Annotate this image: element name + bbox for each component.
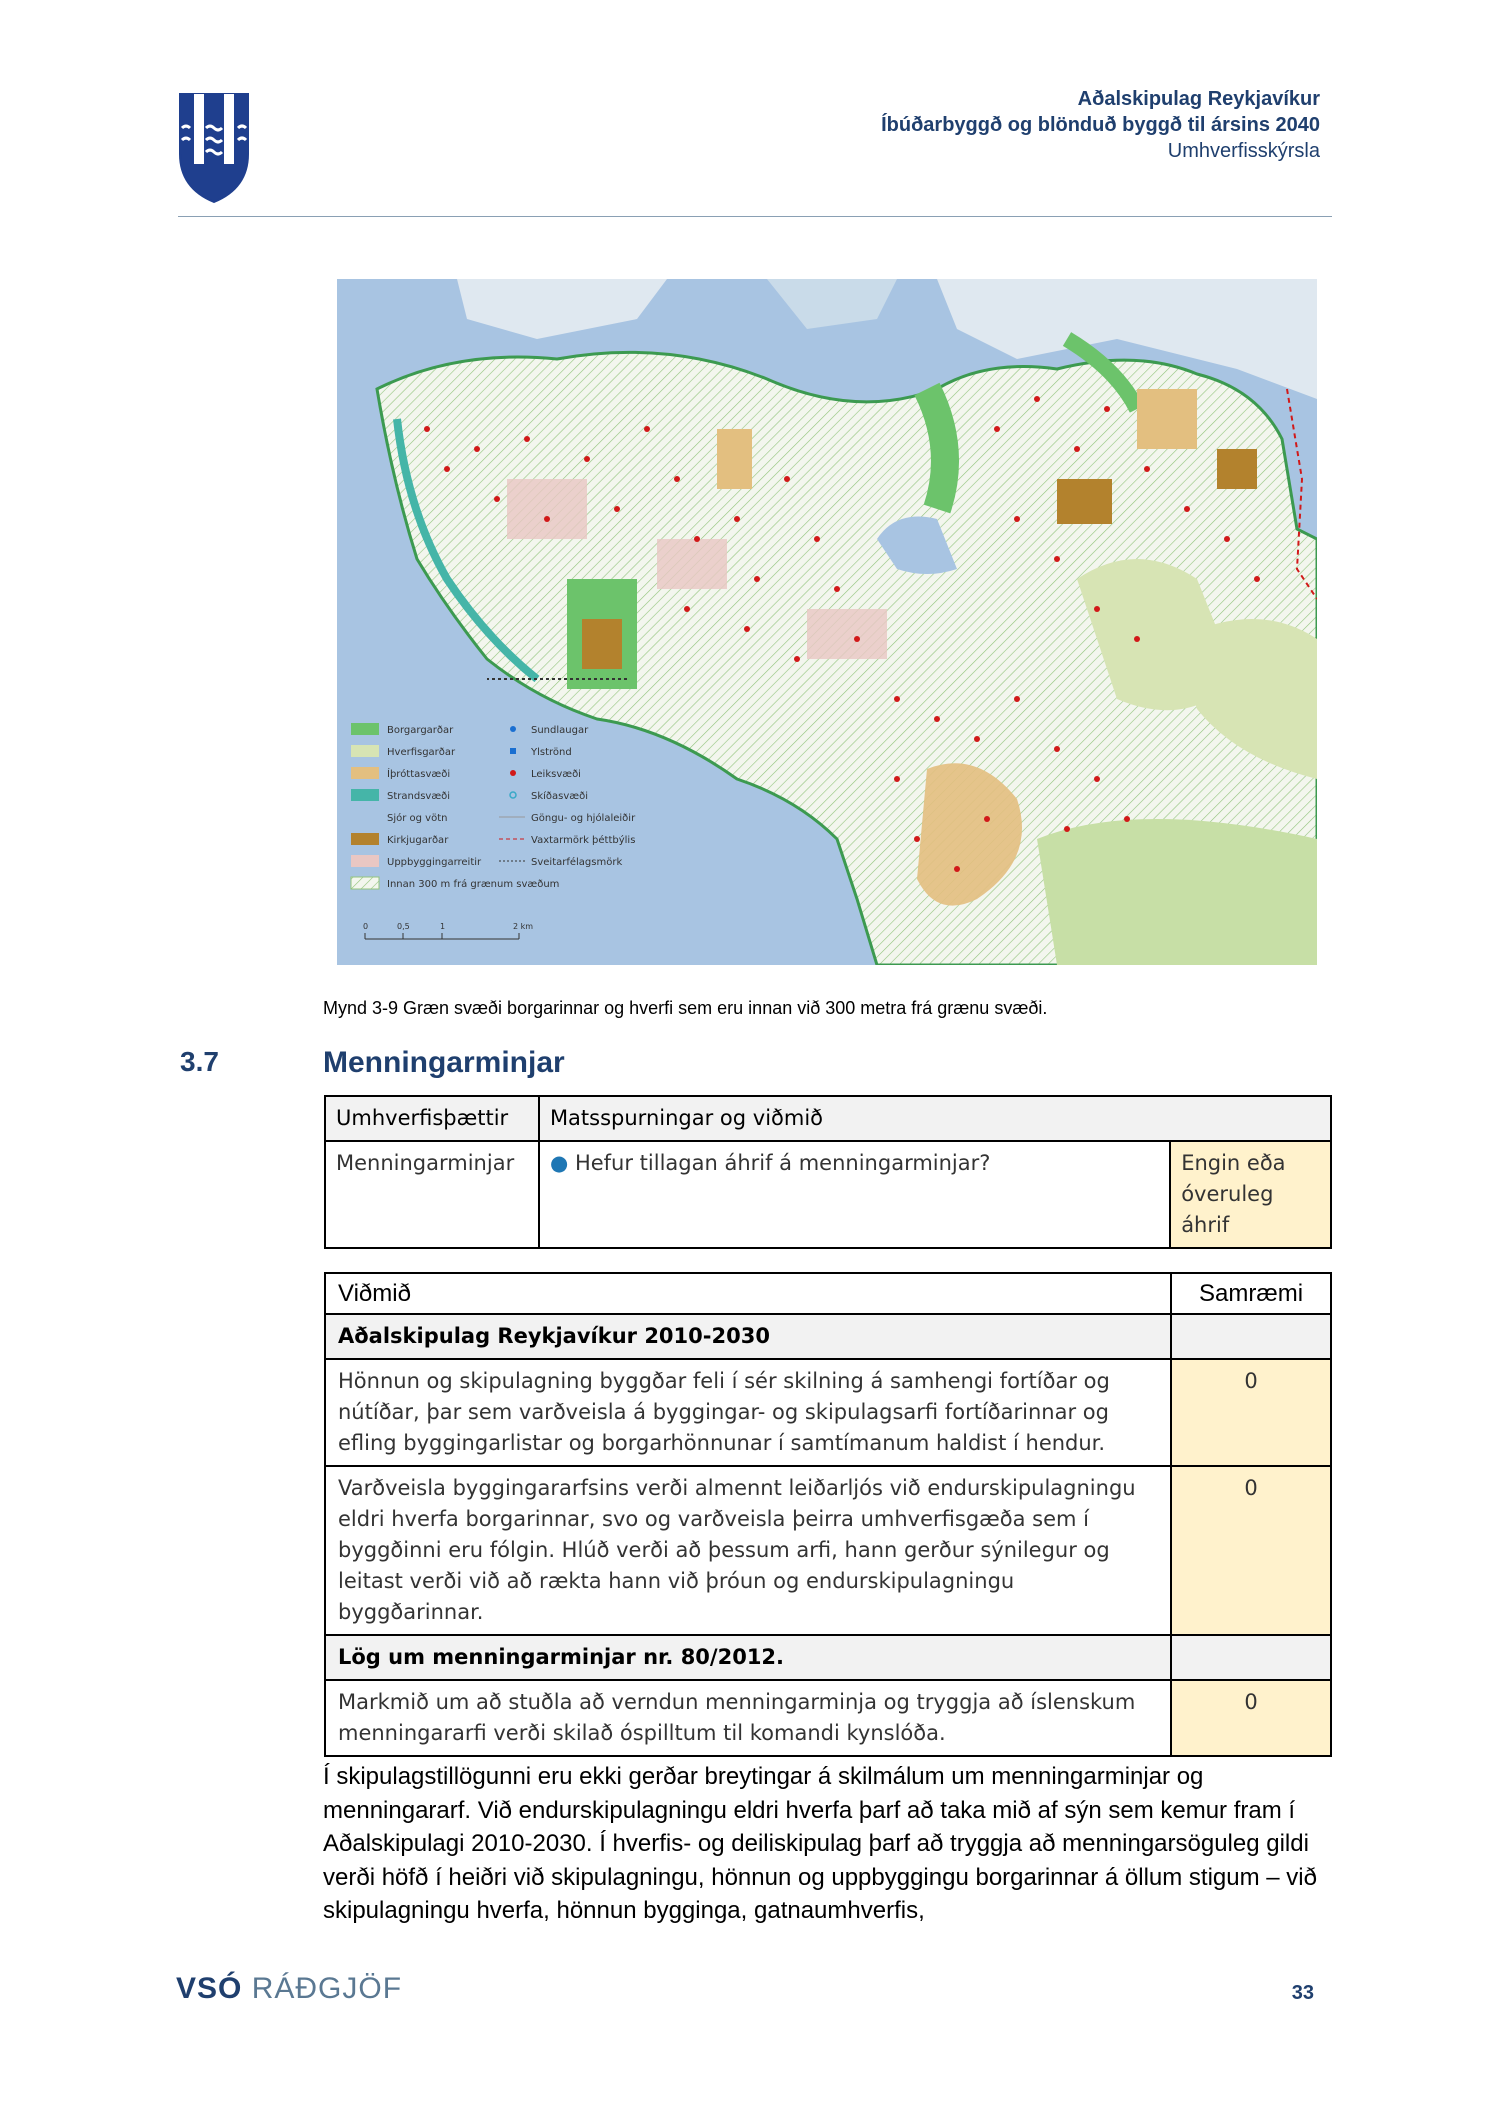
header-divider: [178, 216, 1332, 217]
logo-rest: RÁÐGJÖF: [251, 1972, 403, 2005]
svg-text:1: 1: [440, 922, 446, 931]
consistency-value: 0: [1171, 1359, 1331, 1466]
table-row: [325, 1359, 1331, 1466]
svg-text:Skíðasvæði: Skíðasvæði: [531, 791, 589, 802]
svg-text:Borgargarðar: Borgargarðar: [387, 725, 454, 736]
criteria-text: Varðveisla byggingararfsins verði almennt leiðarljós við endurskipulagningu eldri hverfa borgarinnar, svo og varðveisla þeirra umhverfisgæða sem í byggðinni eru fólgin. Hlúð verði að þessum arfi, hann gerður sýnilegur og leitast verði við að rækta hann við þróun og endurskipulagningu byggðarinnar.: [325, 1466, 1171, 1635]
consistency-value: 0: [1171, 1680, 1331, 1756]
header-subtitle: Íbúðarbyggð og blönduð byggð til ársins 2040: [881, 114, 1320, 136]
table-row: [325, 1466, 1331, 1635]
document-header: [881, 86, 1320, 164]
body-paragraph: [323, 1760, 1333, 1928]
body-text: Í skipulagstillögunni eru ekki gerðar breytingar á skilmálum um menningarminjar og menningararf. Við endurskipulagningu eldri hverfa þarf að taka mið af sýn sem kemur fram í Aðalskipulagi 2010-2030. Í hverfis- og deiliskipulag þarf að tryggja að menningarsöguleg gildi verði höfð í heiðri við skipulagningu, hönnun og uppbyggingu borgarinnar á öllum stigum – við skipulagningu hverfa, hönnun bygginga, gatnaumhverfis,: [323, 1763, 1317, 1924]
svg-text:Vaxtarmörk þéttbýlis: Vaxtarmörk þéttbýlis: [531, 835, 636, 846]
header-report-type: Umhverfisskýrsla: [1167, 140, 1320, 162]
svg-text:Íþróttasvæði: Íþróttasvæði: [387, 769, 451, 780]
effect-cell: Engin eða óveruleg áhrif: [1170, 1141, 1331, 1248]
map-graphic: [337, 279, 1317, 965]
bullet-icon: ●: [549, 1151, 569, 1175]
table-header-row: [325, 1096, 1331, 1141]
subheader-row: [325, 1635, 1331, 1680]
subheader-law: Lög um menningarminjar nr. 80/2012.: [325, 1635, 1171, 1680]
figure-caption: Mynd 3-9 Græn svæði borgarinnar og hverfi sem eru innan við 300 metra frá grænu svæði.: [323, 998, 1048, 1018]
subheader-empty: [1171, 1635, 1331, 1680]
svg-text:Leiksvæði: Leiksvæði: [531, 769, 581, 780]
section-number: 3.7: [180, 1046, 219, 1077]
svg-text:Strandsvæði: Strandsvæði: [387, 791, 451, 802]
svg-text:Sveitarfélagsmörk: Sveitarfélagsmörk: [531, 857, 623, 868]
svg-text:Hverfisgarðar: Hverfisgarðar: [387, 747, 456, 758]
question-cell: [539, 1141, 1170, 1248]
criteria-text: Markmið um að stuðla að verndun menningarminja og tryggja að íslenskum menningararfi verði skilað óspilltum til komandi kynslóða.: [325, 1680, 1171, 1756]
col-header-criteria: Viðmið: [325, 1273, 1171, 1314]
table-row: [325, 1680, 1331, 1756]
vso-logo: [176, 1972, 402, 2006]
svg-text:Uppbyggingarreitir: Uppbyggingarreitir: [387, 857, 482, 868]
header-title: Aðalskipulag Reykjavíkur: [1077, 88, 1320, 110]
subheader-row: [325, 1314, 1331, 1359]
reykjavik-crest-logo: [178, 92, 250, 204]
factor-cell: Menningarminjar: [325, 1141, 539, 1248]
criteria-table: [324, 1272, 1332, 1757]
section-title: Menningarminjar: [323, 1046, 565, 1079]
criteria-text: Hönnun og skipulagning byggðar feli í sér skilning á samhengi fortíðar og nútíðar, þar sem varðveisla á byggingar- og skipulagsarfi fortíðarinnar og efling byggingarlistar og borgarhönnunar í samtímanum haldist í hendur.: [325, 1359, 1171, 1466]
subheader-plan: Aðalskipulag Reykjavíkur 2010-2030: [325, 1314, 1171, 1359]
page-number: 33: [1291, 1982, 1314, 2004]
svg-text:0,5: 0,5: [397, 922, 410, 931]
svg-text:2 km: 2 km: [513, 922, 534, 931]
col-header-consistency: Samræmi: [1171, 1273, 1331, 1314]
col-header-factor: Umhverfisþættir: [325, 1096, 539, 1141]
consistency-value: 0: [1171, 1466, 1331, 1635]
table-header-row: [325, 1273, 1331, 1314]
logo-bold: VSÓ: [176, 1972, 243, 2005]
col-header-questions: Matsspurningar og viðmið: [539, 1096, 1331, 1141]
svg-text:Innan 300 m frá grænum svæðum: Innan 300 m frá grænum svæðum: [387, 879, 560, 890]
svg-text:0: 0: [363, 922, 369, 931]
table-row: [325, 1141, 1331, 1248]
green-areas-map: [337, 279, 1317, 965]
question-text: Hefur tillagan áhrif á menningarminjar?: [574, 1151, 991, 1175]
assessment-table: [324, 1095, 1332, 1249]
svg-text:Kirkjugarðar: Kirkjugarðar: [387, 835, 449, 846]
svg-text:Sundlaugar: Sundlaugar: [531, 725, 589, 736]
svg-text:Göngu- og hjólaleiðir: Göngu- og hjólaleiðir: [531, 813, 636, 824]
svg-text:Ylströnd: Ylströnd: [531, 747, 572, 758]
svg-text:Sjór og vötn: Sjór og vötn: [387, 813, 448, 824]
subheader-empty: [1171, 1314, 1331, 1359]
